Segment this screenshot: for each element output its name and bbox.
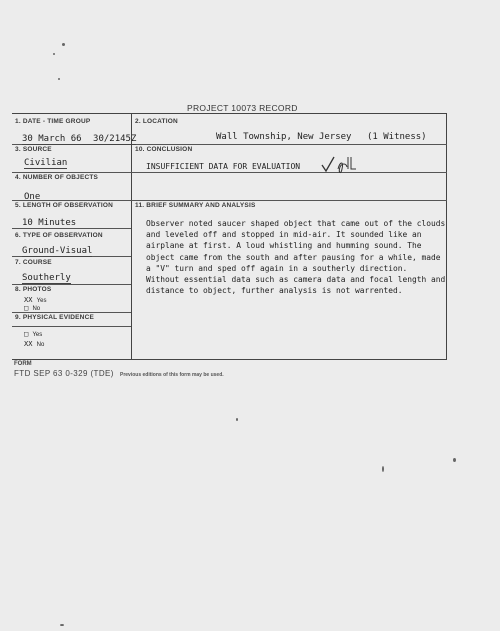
column-divider <box>131 114 132 359</box>
number-of-objects-label: 4. NUMBER OF OBJECTS <box>15 174 99 181</box>
row-divider <box>12 312 131 313</box>
date-value: 30 March 66 <box>22 134 82 144</box>
scan-speck <box>53 53 55 55</box>
row-divider <box>131 200 447 201</box>
photos-no-option <box>24 304 40 312</box>
scan-speck <box>62 43 65 46</box>
physical-evidence-no-option <box>24 340 44 348</box>
photos-no-mark: □ <box>24 304 29 312</box>
physical-evidence-no-label: No <box>36 342 45 348</box>
number-of-objects-value: One <box>24 192 41 202</box>
analysis-paragraph: Without essential data such as camera data and focal length and distance to object, further analysis is not warrented. <box>146 275 446 296</box>
course-label: 7. COURSE <box>15 259 52 266</box>
photos-no-label: No <box>32 306 41 312</box>
brief-summary-text <box>146 218 446 296</box>
location-value: Wall Township, New Jersey <box>216 132 352 142</box>
witness-count: (1 Witness) <box>367 132 427 142</box>
photos-yes-option <box>24 296 46 304</box>
date-time-group-label: 1. DATE - TIME GROUP <box>15 118 91 125</box>
previous-editions-note: Previous editions of this form may be used. <box>120 372 224 378</box>
scan-speck <box>60 624 64 626</box>
date-time-group-value <box>22 134 136 145</box>
photos-yes-label: Yes <box>36 298 47 304</box>
conclusion-label: 10. CONCLUSION <box>135 146 193 153</box>
row-divider <box>12 172 131 173</box>
form-label: FORM <box>14 361 32 367</box>
physical-evidence-no-mark: XX <box>24 340 33 348</box>
row-divider <box>131 144 447 145</box>
scan-speck <box>453 458 456 462</box>
form-id: FTD SEP 63 0-329 (TDE) <box>14 369 114 378</box>
length-of-observation-label: 5. LENGTH OF OBSERVATION <box>15 202 113 209</box>
row-divider <box>12 228 131 229</box>
project-record-form <box>12 113 447 360</box>
scan-speck <box>58 78 60 80</box>
physical-evidence-yes-label: Yes <box>32 332 43 338</box>
location-label: 2. LOCATION <box>135 118 178 125</box>
physical-evidence-label: 9. PHYSICAL EVIDENCE <box>15 314 95 321</box>
right-border <box>446 114 447 359</box>
photos-yes-mark: XX <box>24 296 33 304</box>
conclusion-value: INSUFFICIENT DATA FOR EVALUATION <box>146 162 301 171</box>
physical-evidence-yes-mark: □ <box>24 330 29 338</box>
type-of-observation-label: 6. TYPE OF OBSERVATION <box>15 232 103 239</box>
type-of-observation-value: Ground-Visual <box>22 246 93 256</box>
row-divider <box>12 284 131 285</box>
photos-label: 8. PHOTOS <box>15 286 52 293</box>
physical-evidence-yes-option <box>24 330 42 338</box>
project-title: PROJECT 10073 RECORD <box>187 103 298 113</box>
source-label: 3. SOURCE <box>15 146 52 153</box>
time-value: 30/2145Z <box>93 134 137 144</box>
course-value: Southerly <box>22 273 71 283</box>
source-value: Civilian <box>24 158 68 168</box>
scan-speck <box>236 418 238 421</box>
scan-speck <box>382 466 384 472</box>
summary-paragraph: Observer noted saucer shaped object that came out of the clouds and leveled off and stopped in mid-air. It sounded like an airplane at first. A loud whistling and humming sound. The object came from the south and after pausing for a while, made a "V" turn and sped off again in a southerly direction. <box>146 219 446 273</box>
length-of-observation-value: 10 Minutes <box>22 218 77 228</box>
brief-summary-label: 11. BRIEF SUMMARY AND ANALYSIS <box>135 202 256 209</box>
handwritten-checkmark-signature <box>320 153 370 175</box>
row-divider <box>12 326 131 327</box>
row-divider <box>131 172 447 173</box>
